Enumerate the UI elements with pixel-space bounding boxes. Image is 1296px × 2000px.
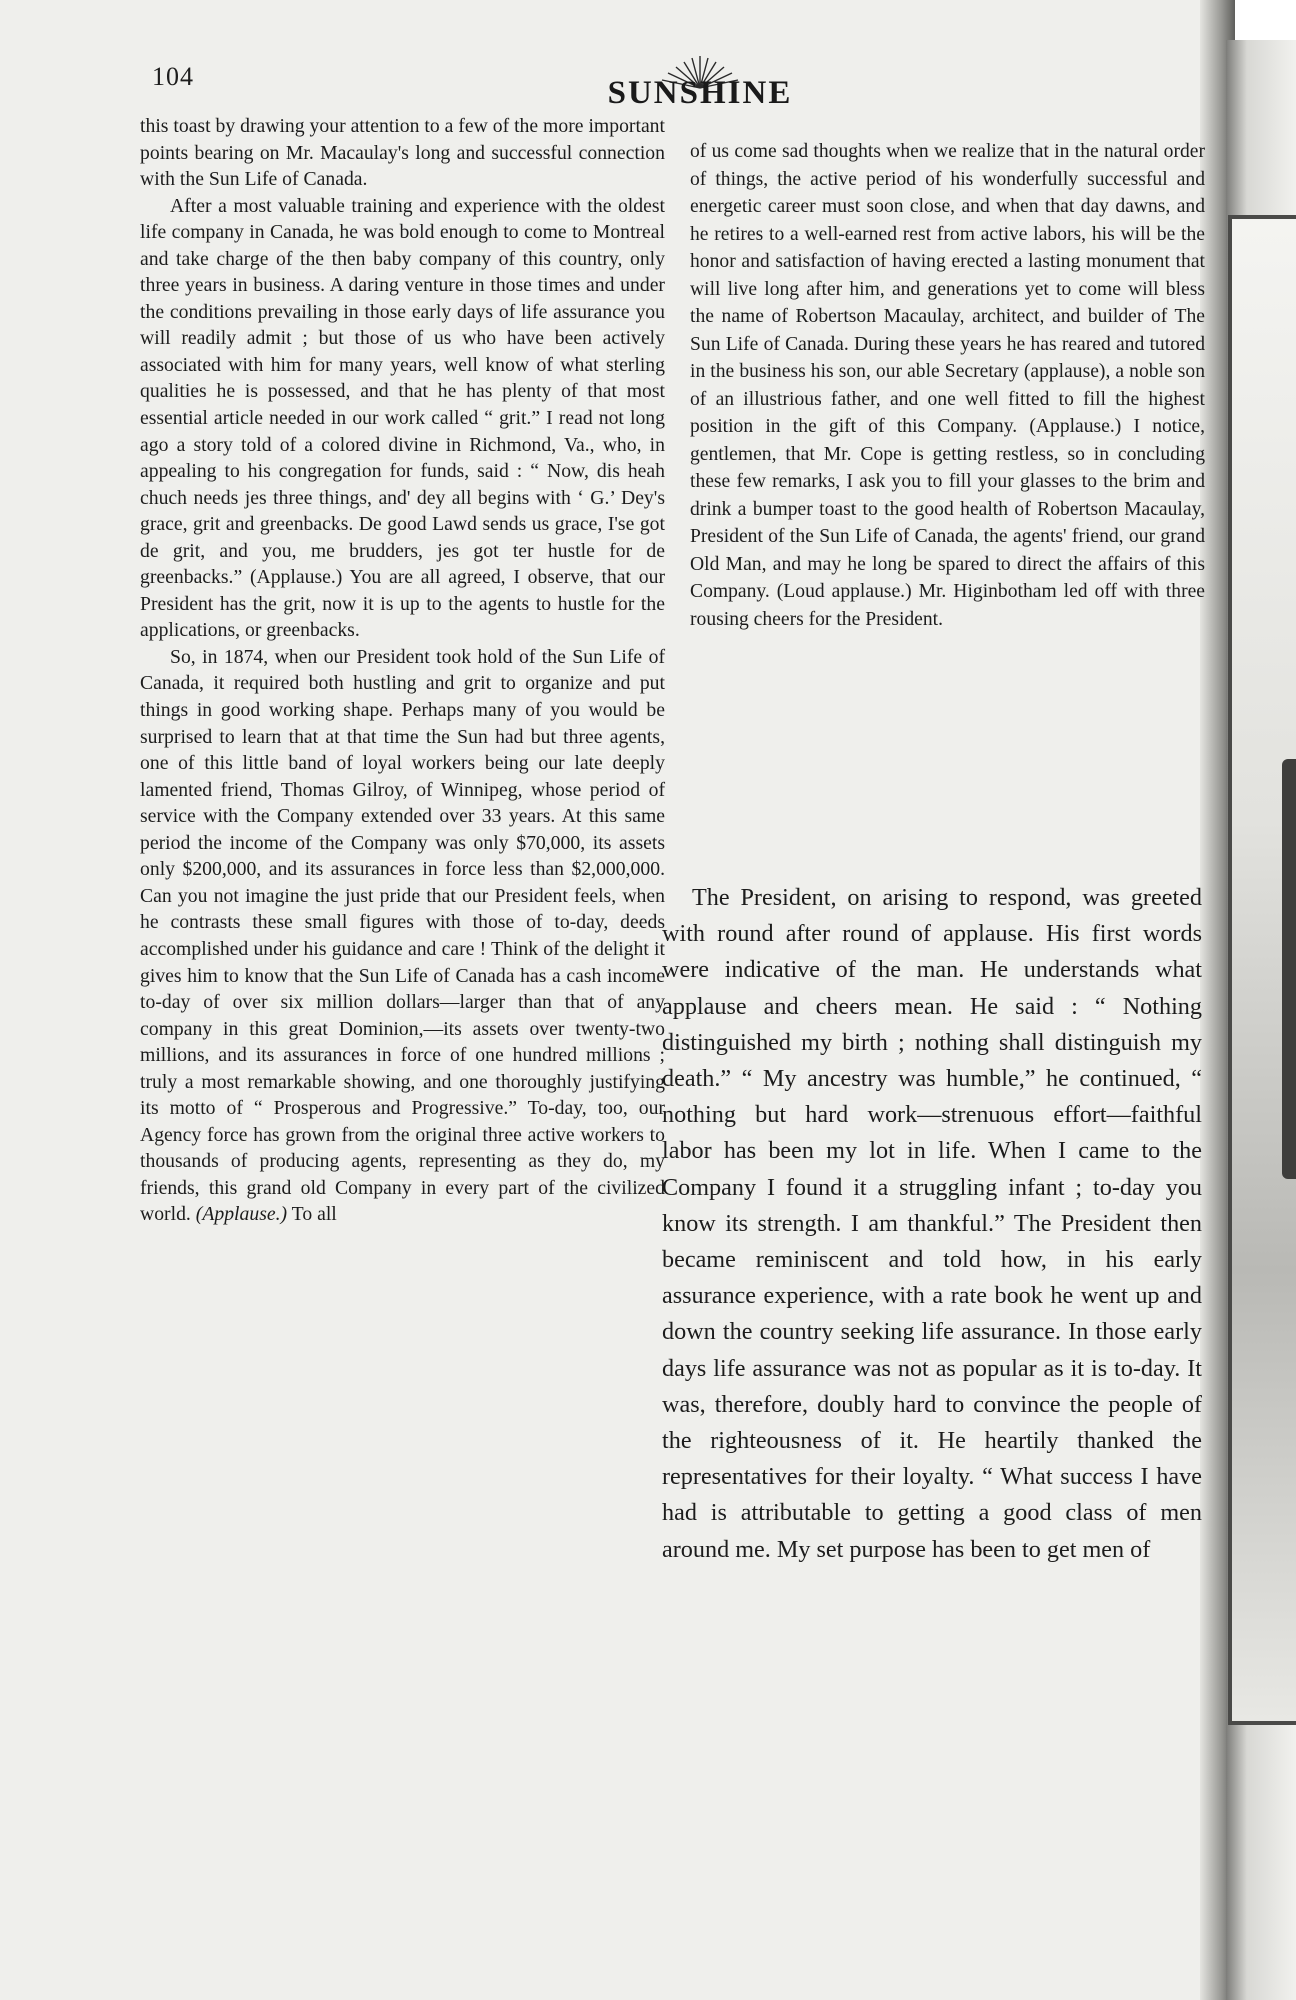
left-paragraph-3-applause: (Applause.) [195,1203,288,1226]
left-paragraph-2: After a most valuable training and experience with the oldest life company in Canada, he was bold enough to come to Montreal and take charge of the then baby company of this country, only three years in business. A daring venture in those times and under the conditions prevailing in those early days of life assurance you will readily admit ; but those of us who have been actively associated with him for many years, well know of what sterling qualities he is possessed, and that he has plenty of that most essential article needed in our work called “ grit.” I read not long ago a story told of a colored divine in Richmond, Va., who, in appealing to his congregation for funds, said : “ Now, dis heah chuch needs jes three things, and' dey all begins with ‘ G.’ Dey's grace, grit and greenbacks. De good Lawd sends us grace, I'se got de grit, and you, me brudders, jes got ter hustle for de greenbacks.” (Applause.) You are all agreed, I observe, that our President has the grit, now it is up to the agents to hustle for the applications, or greenbacks. [140,194,665,642]
left-paragraph-3 [140,644,665,1228]
left-column [140,113,665,1228]
left-paragraph-3-tail: To all [291,1203,337,1226]
masthead-title: SUNSHINE [607,75,793,111]
adjacent-page-photo [1228,215,1296,1725]
right-column-upper [690,138,1205,633]
right-paragraph-1: of us come sad thoughts when we realize that in the natural order of things, the active period of his wonderfully successful and energetic career must soon close, and when that day dawns, and he retires to a well-earned rest from active labors, his will be the honor and satisfaction of having erected a lasting monument that will live long after him, and generations yet to come will bless the name of Robertson Macaulay, architect, and builder of The Sun Life of Canada. During these years he has reared and tutored in the business his son, our able Secretary (applause), a noble son of an illustrious father, and one well fitted to fill the highest position in the gift of this Company. (Applause.) I notice, gentlemen, that Mr. Cope is getting restless, so in concluding these few remarks, I ask you to fill your glasses to the brim and drink a bumper toast to the good health of Robertson Macaulay, President of the Sun Life of Canada, the agents' friend, our grand Old Man, and may he long be spared to direct the affairs of this Company. (Loud applause.) Mr. Higinbotham led off with three rousing cheers for the President. [690,141,1205,630]
left-paragraph-1: this toast by drawing your attention to a few of the more important points bearing on Mr. Macaulay's long and successful connection with the Sun Life of Canada. [140,115,665,191]
left-paragraph-3-text: So, in 1874, when our President took hold of the Sun Life of Canada, it required both hustling and grit to organize and put things in good working shape. Perhaps many of you would be surprised to learn that at that time the Sun had but three agents, one of this little band of loyal workers being our late deeply lamented friend, Thomas Gilroy, of Winnipeg, whose period of service with the Company extended over 33 years. At this same period the income of the Company was only $70,000, its assets only $200,000, and its assurances in force less than $2,000,000. Can you not imagine the just pride that our President feels, when he contrasts these small figures with those of to-day, deeds accomplished under his guidance and care ! Think of the delight it gives him to know that the Sun Life of Canada has a cash income to-day of over six million dollars—larger than that of any company in this great Dominion,—its assets over twenty-two millions, and its assurances in force of one hundred millions ; truly a most remarkable showing, and one thoroughly justifying its motto of “ Prosperous and Progressive.” To-day, too, our Agency force has grown from the original three active workers to thousands of producing agents, representing as they do, my friends, this grand old Company in every part of the civilized world. [140,645,665,1226]
adjacent-photo-dark-area [1282,759,1296,1179]
masthead [600,50,800,112]
right-paragraph-2: The President, on arising to respond, was greeted with round after round of applause. His first words were indicative of the man. He understands what applause and cheers mean. He said : “ Nothing distinguished my birth ; nothing shall distinguish my death.” “ My ancestry was humble,” he continued, “ nothing but hard work—strenuous effort—faithful labor has been my lot in life. When I came to the Company I found it a struggling infant ; to-day you know its strength. I am thankful.” The President then became reminiscent and told how, in his early assurance experience, with a rate book he went up and down the country seeking life assurance. In those early days life assurance was not as popular as it is to-day. It was, therefore, doubly hard to convince the people of the righteousness of it. He heartily thanked the representatives for their loyalty. “ What success I have had is attributable to getting a good class of men around me. My set purpose has been to get men of [662,884,1202,1563]
right-column-lower [662,880,1202,1568]
page-number: 104 [152,62,194,91]
